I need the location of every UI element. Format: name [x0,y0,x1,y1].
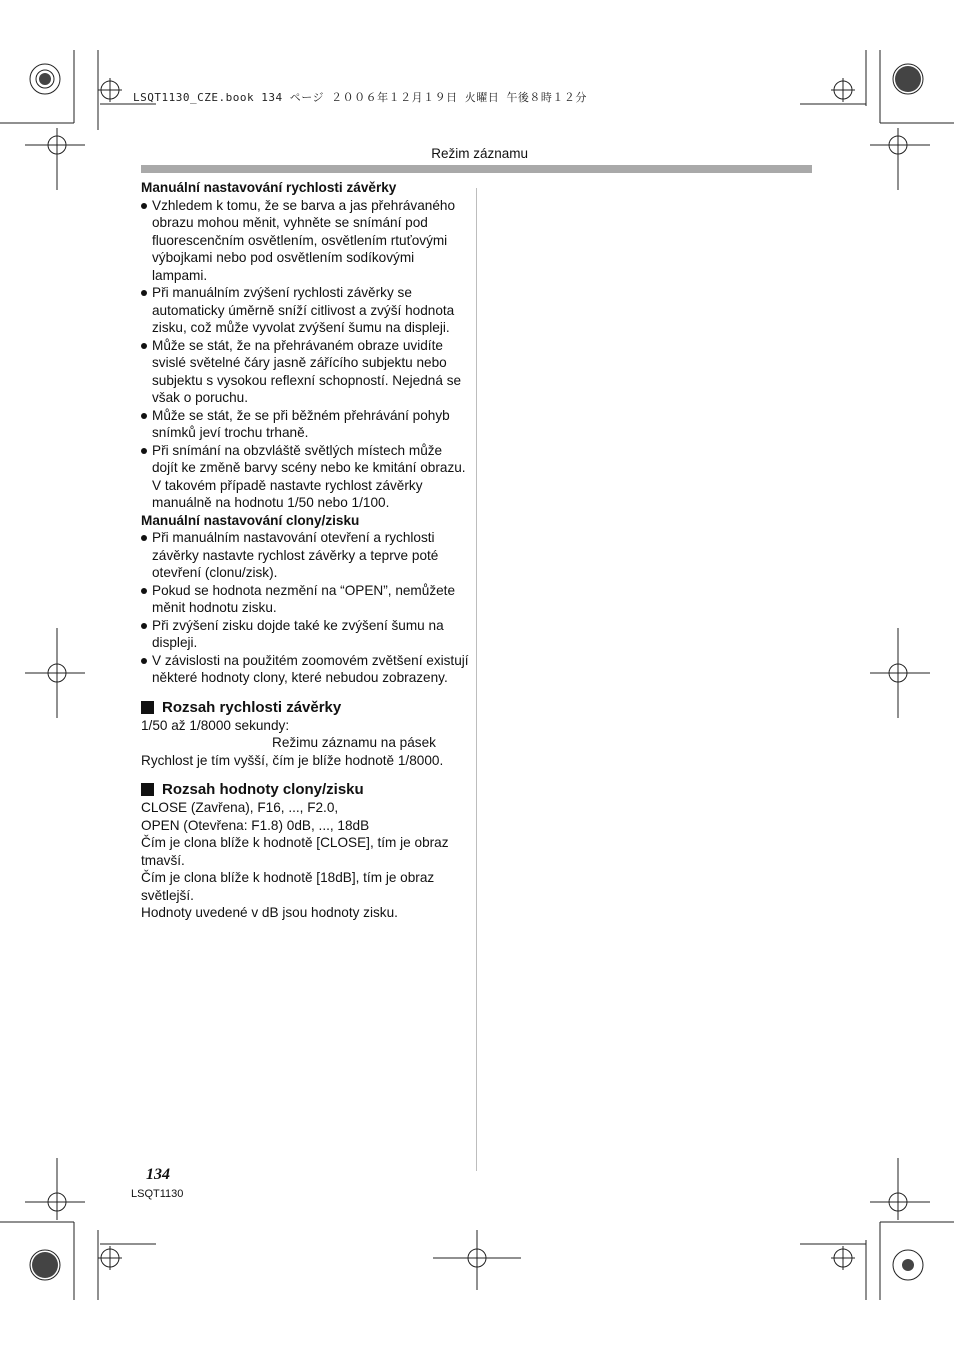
left-column [141,179,471,922]
aperture-range-line: CLOSE (Zavřena), F16, ..., F2.0, [141,800,339,815]
header-bar [141,165,812,173]
list-item: Při manuálním nastavování otevření a rychlosti závěrky nastavte rychlost závěrky a teprve poté otevření (clonu/zisk). [141,529,471,582]
list-item: Při manuálním zvýšení rychlosti závěrky se automaticky úměrně sníží citlivost a zvýší hodnota zisku, což může vyvolat zvýšení šumu na displeji. [141,284,471,337]
shutter-range-line: 1/50 až 1/8000 sekundy: [141,717,290,733]
aperture-range-line: Čím je clona blíže k hodnotě [CLOSE], tím je obraz tmavší. [141,835,449,868]
bullet-list-shutter [141,197,471,512]
list-item: Vzhledem k tomu, že se barva a jas přehrávaného obrazu mohou měnit, vyhněte se snímání pod fluorescenčním osvětlením, osvětlením rtuťovými výbojkami nebo pod osvětlením sodíkovými lampami. [141,197,471,285]
heading-text: Rozsah hodnoty clony/zisku [162,781,364,798]
list-item: Při snímání na obzvláště světlých místech může dojít ke změně barvy scény nebo ke kmitání obrazu. V takovém případě nastavte rychlost závěrky manuálně na hodnotu 1/50 nebo 1/100. [141,442,471,512]
list-item: Může se stát, že se při běžném přehrávání pohyb snímků jeví trochu trhaně. [141,407,471,442]
subheading-shutter: Manuální nastavování rychlosti závěrky [141,180,397,195]
shutter-range-mode: Režimu záznamu na pásek [272,735,436,750]
list-item: V závislosti na použitém zoomovém zvětšení existují některé hodnoty clony, které nebudou zobrazeny. [141,652,471,687]
subheading-aperture: Manuální nastavování clony/zisku [141,512,360,528]
heading-aperture-range [141,780,471,799]
square-bullet-icon [141,783,154,796]
heading-shutter-range [141,698,471,717]
list-item: Pokud se hodnota nezmění na “OPEN”, nemůžete měnit hodnotu zisku. [141,582,471,617]
bullet-list-aperture [141,529,471,687]
shutter-range-note: Rychlost je tím vyšší, čím je blíže hodnotě 1/8000. [141,752,444,768]
square-bullet-icon [141,701,154,714]
list-item: Může se stát, že na přehrávaném obraze uvidíte svislé světelné čáry jasně zářícího subjektu nebo subjektu s vysokou reflexní schopností. Nejedná se však o poruchu. [141,337,471,407]
page-number: 134 [146,1166,170,1183]
aperture-range-line: OPEN (Otevřena: F1.8) 0dB, ..., 18dB [141,817,370,833]
heading-text: Rozsah rychlosti závěrky [162,698,342,716]
aperture-range-line: Hodnoty uvedené v dB jsou hodnoty zisku. [141,905,398,920]
section-title: Režim záznamu [431,146,528,161]
aperture-range-line: Čím je clona blíže k hodnotě [18dB], tím je obraz světlejší. [141,870,435,903]
page-code: LSQT1130 [131,1188,184,1200]
column-divider [476,188,477,1171]
list-item: Při zvýšení zisku dojde také ke zvýšení šumu na displeji. [141,617,471,652]
print-header: LSQT1130_CZE.book 134 ページ ２００６年１２月１９日 火曜日 午後８時１２分 [133,91,587,104]
